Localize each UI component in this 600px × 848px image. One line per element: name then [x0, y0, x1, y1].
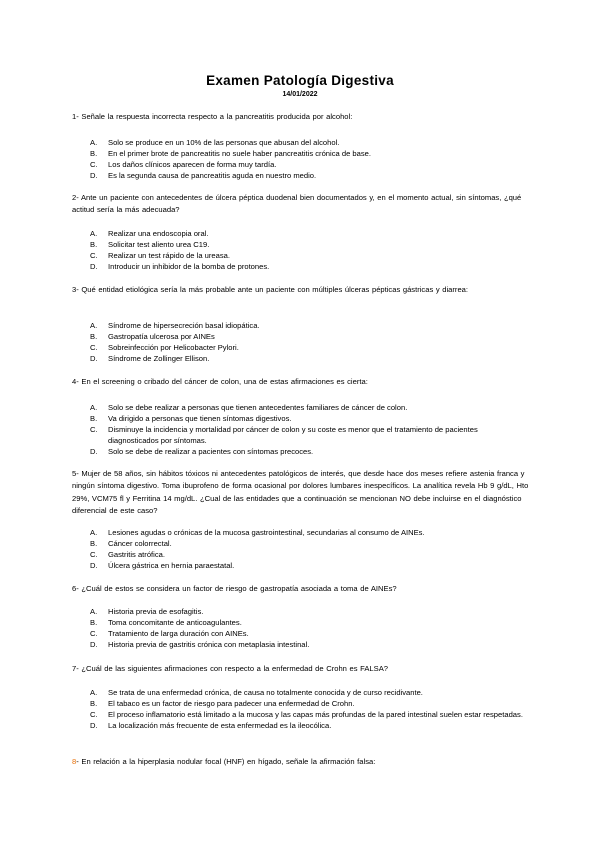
- answer-list-6: [90, 606, 530, 650]
- answer-text: Lesiones agudas o crónicas de la mucosa gastrointestinal, secundarias al consumo de AINEs.: [108, 528, 425, 537]
- answer-letter: A.: [90, 321, 98, 330]
- answer-letter: D.: [90, 561, 98, 570]
- answer-text: Realizar un test rápido de la ureasa.: [108, 251, 230, 260]
- answer-text: En el primer brote de pancreatitis no suele haber pancreatitis crónica de base.: [108, 149, 371, 158]
- answer-text: Historia previa de esofagitis.: [108, 607, 204, 616]
- answer-list-4: [90, 402, 530, 457]
- answer-letter: C.: [90, 629, 98, 638]
- answer-text: Toma concomitante de anticoagulantes.: [108, 618, 242, 627]
- answer-text: Solo se produce en un 10% de las personas que abusan del alcohol.: [108, 138, 340, 147]
- question-number: 6: [72, 584, 77, 593]
- answer-list-3: [90, 320, 530, 364]
- question-text: - Mujer de 58 años, sin hábitos tóxicos ni antecedentes patológicos de interés, que desde hace dos meses refiere astenia franca y ningún síntoma digestivo. Toma ibuprofeno de forma ocasional por dolores lumbares inespecíficos. La analítica revela Hb 9 g/dL, Hto 29%, VCM75 fl y Ferritina 14 mg/dL. ¿Cual de las entidades que a continuación se mencionan NO debe incluirse en el diagnóstico diferencial de este caso?: [72, 469, 529, 516]
- answer-option: [90, 709, 530, 720]
- question-8: [72, 756, 532, 768]
- answer-option: [90, 148, 530, 159]
- answer-letter: C.: [90, 160, 98, 169]
- answer-letter: C.: [90, 343, 98, 352]
- answer-text: Úlcera gástrica en hernia paraestatal.: [108, 561, 235, 570]
- answer-text: El proceso inflamatorio está limitado a la mucosa y las capas más profundas de la pared intestinal suelen estar respetadas.: [108, 710, 523, 719]
- answer-letter: A.: [90, 688, 98, 697]
- answer-option: [90, 228, 530, 239]
- answer-option: [90, 720, 530, 731]
- answer-letter: A.: [90, 229, 98, 238]
- answer-text: Historia previa de gastritis crónica con metaplasia intestinal.: [108, 640, 310, 649]
- question-number: 8: [72, 757, 77, 766]
- answer-text: Solo se debe realizar a personas que tienen antecedentes familiares de cáncer de colon.: [108, 403, 408, 412]
- answer-text: Síndrome de Zollinger Ellison.: [108, 354, 210, 363]
- answer-letter: B.: [90, 539, 98, 548]
- answer-list-2: [90, 228, 530, 272]
- answer-letter: C.: [90, 710, 98, 719]
- question-text: - Ante un paciente con antecedentes de úlcera péptica duodenal bien documentados y, en el momento actual, sin síntomas, ¿qué actitud sería la más adecuada?: [72, 193, 522, 215]
- answer-letter: B.: [90, 240, 98, 249]
- question-number: 1: [72, 112, 77, 121]
- answer-option: [90, 538, 530, 549]
- answer-text: Sobreinfección por Helicobacter Pylori.: [108, 343, 239, 352]
- answer-option: [90, 687, 530, 698]
- answer-text: Los daños clínicos aparecen de forma muy tardía.: [108, 160, 277, 169]
- question-1: [72, 111, 532, 123]
- page-title: Examen Patología Digestiva: [206, 73, 394, 88]
- answer-list-5: [90, 527, 530, 571]
- answer-option: [90, 137, 530, 148]
- answer-letter: B.: [90, 699, 98, 708]
- answer-letter: C.: [90, 425, 98, 434]
- answer-option: [90, 402, 530, 413]
- answer-letter: B.: [90, 149, 98, 158]
- question-number: 3: [72, 285, 77, 294]
- answer-letter: B.: [90, 332, 98, 341]
- answer-letter: D.: [90, 640, 98, 649]
- answer-option: [90, 261, 530, 272]
- answer-text: Gastropatía ulcerosa por AINEs: [108, 332, 215, 341]
- question-4: [72, 376, 532, 388]
- question-text: - ¿Cuál de estos se considera un factor de riesgo de gastropatía asociada a toma de AINEs?: [76, 584, 397, 593]
- answer-option: [90, 698, 530, 709]
- answer-letter: C.: [90, 550, 98, 559]
- answer-option: [90, 320, 530, 331]
- answer-text: Realizar una endoscopia oral.: [108, 229, 209, 238]
- question-number: 5: [72, 469, 77, 478]
- question-text: - ¿Cuál de las siguientes afirmaciones con respecto a la enfermedad de Crohn es FALSA?: [76, 664, 388, 673]
- answer-text: La localización más frecuente de esta enfermedad es la ileocólica.: [108, 721, 332, 730]
- answer-text: Cáncer colorrectal.: [108, 539, 172, 548]
- answer-letter: D.: [90, 262, 98, 271]
- question-number: 4: [72, 377, 77, 386]
- answer-option: [90, 527, 530, 538]
- answer-text: Tratamiento de larga duración con AINEs.: [108, 629, 249, 638]
- answer-list-7: [90, 687, 530, 731]
- answer-option: [90, 639, 530, 650]
- answer-option: [90, 424, 530, 446]
- answer-text: Introducir un inhibidor de la bomba de protones.: [108, 262, 270, 271]
- answer-option: [90, 446, 530, 457]
- answer-text: Solicitar test aliento urea C19.: [108, 240, 210, 249]
- answer-option: [90, 170, 530, 181]
- answer-option: [90, 606, 530, 617]
- answer-text: Disminuye la incidencia y mortalidad por cáncer de colon y su coste es menor que el tratamiento de pacientes diagnosticados por síntomas.: [108, 425, 478, 445]
- answer-option: [90, 560, 530, 571]
- answer-text: Gastritis atrófica.: [108, 550, 165, 559]
- answer-option: [90, 617, 530, 628]
- question-text: - Qué entidad etiológica sería la más probable ante un paciente con múltiples úlceras pépticas gástricas y diarrea:: [76, 285, 469, 294]
- answer-text: El tabaco es un factor de riesgo para padecer una enfermedad de Crohn.: [108, 699, 355, 708]
- answer-text: Va dirigido a personas que tienen síntomas digestivos.: [108, 414, 292, 423]
- answer-letter: A.: [90, 403, 98, 412]
- answer-letter: D.: [90, 721, 98, 730]
- answer-letter: A.: [90, 528, 98, 537]
- answer-letter: D.: [90, 447, 98, 456]
- question-7: [72, 663, 532, 675]
- answer-option: [90, 549, 530, 560]
- answer-letter: A.: [90, 607, 98, 616]
- question-2: [72, 192, 532, 217]
- exam-date: 14/01/2022: [282, 91, 318, 98]
- answer-letter: B.: [90, 618, 98, 627]
- answer-letter: D.: [90, 354, 98, 363]
- question-number: 2: [72, 193, 77, 202]
- answer-option: [90, 331, 530, 342]
- answer-letter: A.: [90, 138, 98, 147]
- question-text: - Señale la respuesta incorrecta respecto a la pancreatitis producida por alcohol:: [76, 112, 353, 121]
- question-number: 7: [72, 664, 77, 673]
- answer-option: [90, 159, 530, 170]
- answer-text: Solo se debe de realizar a pacientes con síntomas precoces.: [108, 447, 314, 456]
- question-6: [72, 583, 532, 595]
- answer-letter: D.: [90, 171, 98, 180]
- question-text: - En el screening o cribado del cáncer de colon, una de estas afirmaciones es cierta:: [76, 377, 368, 386]
- question-3: [72, 284, 532, 296]
- answer-option: [90, 342, 530, 353]
- answer-option: [90, 353, 530, 364]
- answer-text: Es la segunda causa de pancreatitis aguda en nuestro medio.: [108, 171, 317, 180]
- answer-letter: C.: [90, 251, 98, 260]
- answer-letter: B.: [90, 414, 98, 423]
- answer-text: Se trata de una enfermedad crónica, de causa no totalmente conocida y de curso recidivante.: [108, 688, 423, 697]
- question-text: - En relación a la hiperplasia nodular focal (HNF) en hígado, señale la afirmación falsa:: [76, 757, 376, 766]
- answer-option: [90, 250, 530, 261]
- answer-option: [90, 239, 530, 250]
- question-5: [72, 468, 532, 518]
- answer-option: [90, 628, 530, 639]
- answer-text: Síndrome de hipersecreción basal idiopática.: [108, 321, 260, 330]
- answer-option: [90, 413, 530, 424]
- answer-list-1: [90, 137, 530, 181]
